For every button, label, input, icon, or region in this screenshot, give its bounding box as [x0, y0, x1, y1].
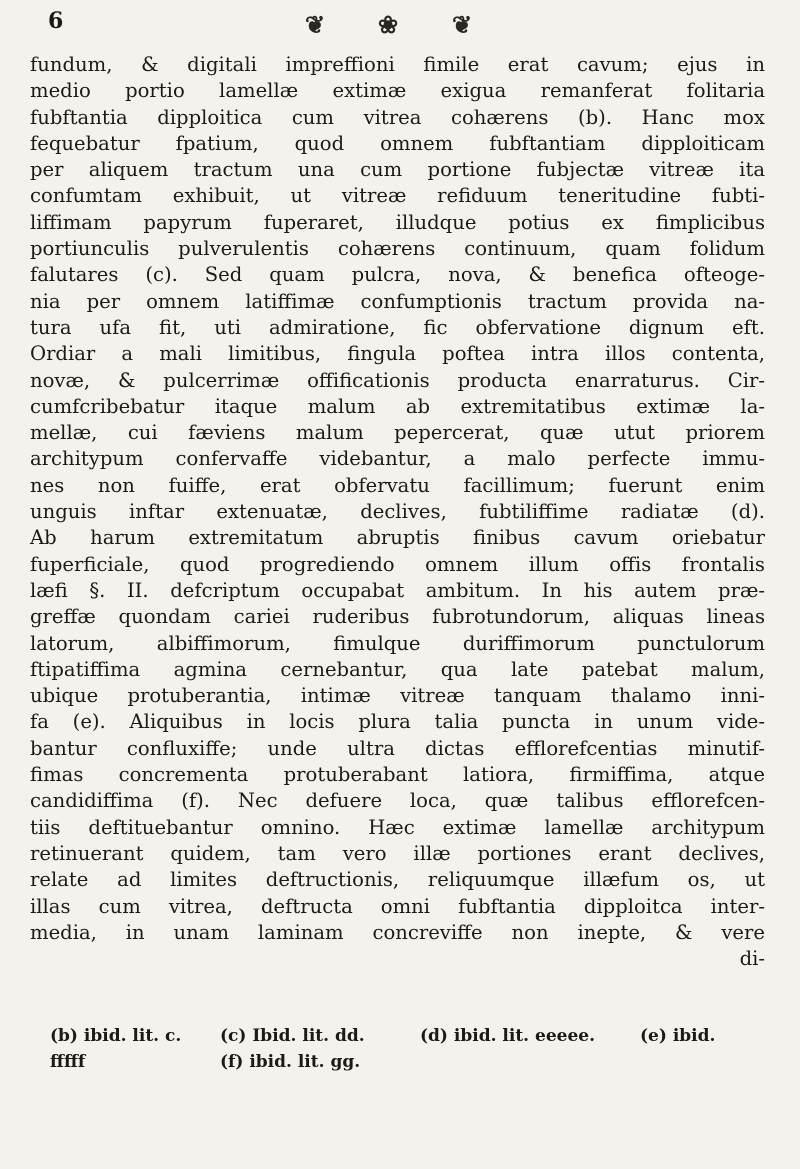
text-line: fundum, & digitali impreffioni fimile erat cavum; ejus in	[30, 53, 765, 76]
right-ornament-icon: ❦	[452, 10, 473, 39]
text-line: Ab harum extremitatum abruptis finibus cavum oriebatur	[30, 526, 765, 550]
text-line: unguis inftar extenuatæ, declives, fubtiliffime radiatæ (d).	[30, 500, 765, 524]
text-line: falutares (c). Sed quam pulcra, nova, & benefica ofteoge-	[30, 263, 765, 287]
text-line: liffimam papyrum fuperaret, illudque potius ex fimplicibus	[30, 210, 765, 234]
footnote-line	[50, 1023, 770, 1049]
text-line: cumfcribebatur itaque malum ab extremitatibus extimæ la-	[30, 394, 765, 418]
text-line: latorum, albiffimorum, fimulque duriffimorum punctulorum	[30, 631, 765, 655]
center-ornament-icon: ❀	[378, 10, 399, 39]
text-line: læfi §. II. defcriptum occupabat ambitum. In his autem præ-	[30, 578, 765, 602]
text-line: media, in unam laminam concreviffe non inepte, & vere	[30, 920, 765, 944]
text-line: fequebatur fpatium, quod omnem fubftantiam dipploiticam	[30, 131, 765, 155]
text-line: confumtam exhibuit, ut vitreæ refiduum teneritudine fubti-	[30, 184, 765, 208]
text-line: tura ufa fit, uti admiratione, fic obfervatione dignum eft.	[30, 315, 765, 339]
text-line: per aliquem tractum una cum portione fubjectæ vitreæ ita	[30, 158, 765, 182]
text-line: architypum confervaffe videbantur, a malo perfecte immu-	[30, 447, 765, 471]
text-line: bantur confluxiffe; unde ultra dictas efflorefcentias minutif-	[30, 736, 765, 760]
text-line: candidiffima (f). Nec defuere loca, quæ talibus efflorefcen-	[30, 789, 765, 813]
text-line: fubftantia dipploitica cum vitrea cohærens (b). Hanc mox	[30, 105, 765, 129]
text-line: greffæ quondam cariei ruderibus fubrotundorum, aliquas lineas	[30, 605, 765, 629]
text-line: relate ad limites deftructionis, reliquumque illæfum os, ut	[30, 868, 765, 892]
body-text	[30, 52, 765, 972]
text-line: fuperficiale, quod progrediendo omnem illum offis frontalis	[30, 552, 765, 576]
footnotes	[50, 1023, 770, 1075]
text-line: Ordiar a mali limitibus, fingula poftea intra illos contenta,	[30, 342, 765, 366]
text-line: ubique protuberantia, intimæ vitreæ tanquam thalamo inni-	[30, 684, 765, 708]
text-line: nes non fuiffe, erat obfervatu facillimum; fuerunt enim	[30, 473, 765, 497]
text-line: ftipatiffima agmina cernebantur, qua late patebat malum,	[30, 657, 765, 681]
text-line: mellæ, cui fæviens malum pepercerat, quæ utut priorem	[30, 421, 765, 445]
page-number: 6	[48, 8, 64, 34]
text-line: fimas concrementa protuberabant latiora, firmiffima, atque	[30, 763, 765, 787]
footnote-d: (d) ibid. lit. eeeee.	[420, 1026, 596, 1046]
text-line: retinuerant quidem, tam vero illæ portiones erant declives,	[30, 841, 765, 865]
footnote-c: (c) Ibid. lit. dd.	[220, 1026, 365, 1046]
footnote-e-continued: fffff	[50, 1052, 86, 1072]
text-line: illas cum vitrea, deftructa omni fubftantia dipploitca inter-	[30, 894, 765, 918]
text-line: novæ, & pulcerrimæ offificationis producta enarraturus. Cir-	[30, 368, 765, 392]
footnote-f: (f) ibid. lit. gg.	[220, 1052, 361, 1072]
catchword: di-	[739, 947, 765, 971]
text-line: tiis deftituebantur omnino. Hæc extimæ lamellæ architypum	[30, 815, 765, 839]
footnote-b: (b) ibid. lit. c.	[50, 1026, 182, 1046]
left-ornament-icon: ❦	[305, 10, 326, 39]
text-line: portiunculis pulverulentis cohærens continuum, quam folidum	[30, 237, 765, 261]
text-line: nia per omnem latiffimæ confumptionis tractum provida na-	[30, 289, 765, 313]
footnote-line	[50, 1049, 770, 1075]
footnote-e: (e) ibid.	[640, 1026, 716, 1046]
text-line: fa (e). Aliquibus in locis plura talia puncta in unum vide-	[30, 710, 765, 734]
text-line: medio portio lamellæ extimæ exigua remanferat folitaria	[30, 79, 765, 103]
